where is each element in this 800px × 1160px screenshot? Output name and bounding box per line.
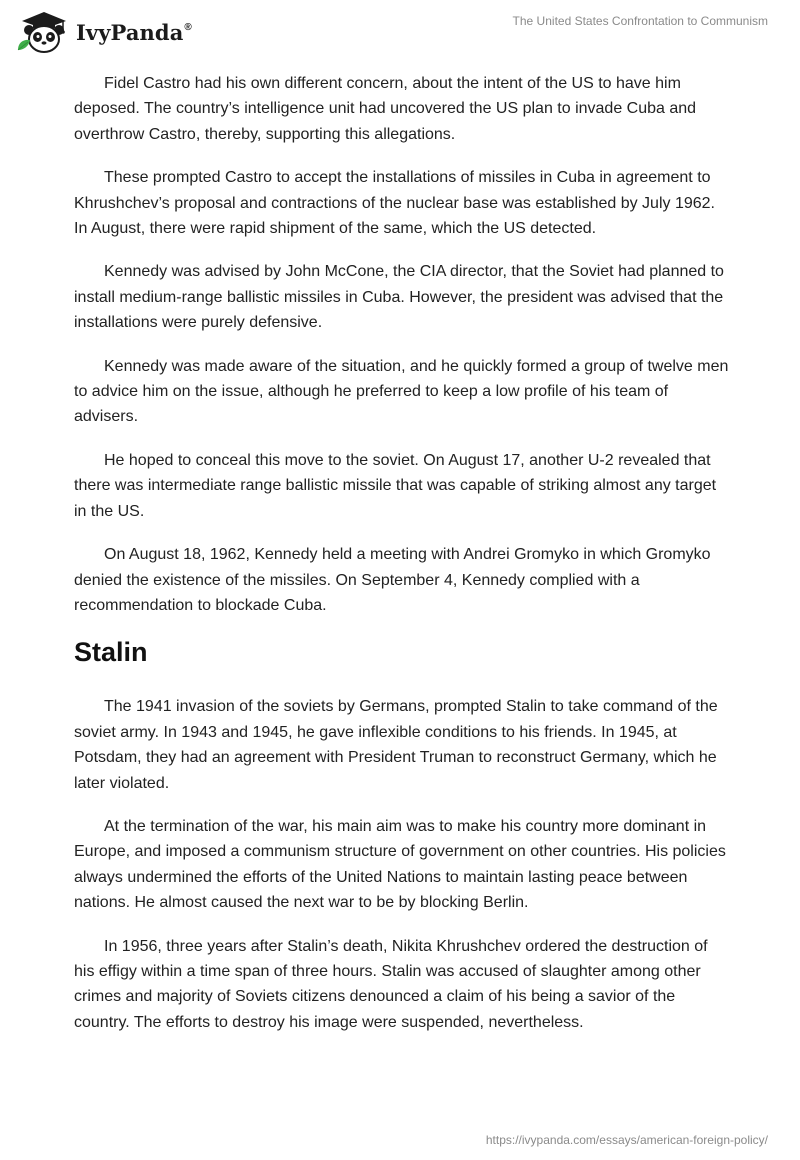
- paragraph: These prompted Castro to accept the installations of missiles in Cuba in agreement to Khrushchev’s proposal and contractions of the nuclear base was established by July 1962. In August, there were rapid shipment of the same, which the US detected.: [74, 169, 715, 238]
- page-header: [0, 0, 800, 62]
- registered-mark: ®: [184, 21, 192, 33]
- source-url[interactable]: https://ivypanda.com/essays/american-foreign-policy/: [485, 1133, 768, 1147]
- paragraph: On August 18, 1962, Kennedy held a meeting with Andrei Gromyko in which Gromyko denied the existence of the missiles. On September 4, Kennedy complied with a recommendation to blockade Cuba.: [74, 546, 711, 614]
- paragraph: He hoped to conceal this move to the soviet. On August 17, another U-2 revealed that there was intermediate range ballistic missile that was capable of striking almost any target in the US.: [74, 451, 717, 520]
- logo-text: IvyPanda®: [76, 19, 192, 45]
- paragraph: Kennedy was made aware of the situation, and he quickly formed a group of twelve men to advice him on the issue, although he preferred to keep a low profile of his team of advisers.: [74, 357, 729, 426]
- panda-graduate-icon: [14, 8, 72, 56]
- essay-body: [74, 71, 730, 1053]
- section-heading: Stalin: [74, 637, 148, 668]
- paragraph: Kennedy was advised by John McCone, the CIA director, that the Soviet had planned to install medium-range ballistic missiles in Cuba. However, the president was advised that the installations were purely defensive.: [74, 263, 724, 332]
- ivypanda-logo[interactable]: [14, 8, 192, 56]
- paragraph: Fidel Castro had his own different concern, about the intent of the US to have him deposed. The country’s intelligence unit had uncovered the US plan to invade Cuba and overthrow Castro, thereby, supporting this allegations.: [74, 75, 697, 143]
- paragraph: At the termination of the war, his main aim was to make his country more dominant in Europe, and imposed a communism structure of government on other countries. His policies always undermined the efforts of the United Nations to maintain lasting peace between nations. He almost caused the next war to be by blocking Berlin.: [74, 817, 726, 912]
- document-title: The United States Confrontation to Communism: [512, 14, 768, 28]
- paragraph: The 1941 invasion of the soviets by Germans, prompted Stalin to take command of the soviet army. In 1943 and 1945, he gave inflexible conditions to his friends. In 1945, at Potsdam, they had an agreement with President Truman to reconstruct Germany, which he later violated.: [74, 698, 718, 792]
- paragraph: In 1956, three years after Stalin’s death, Nikita Khrushchev ordered the destruction of his effigy within a time span of three hours. Stalin was accused of slaughter among other crimes and majority of Soviets citizens denounced a claim of his being a savior of the country. The efforts to destroy his image were suspended, nevertheless.: [74, 937, 708, 1031]
